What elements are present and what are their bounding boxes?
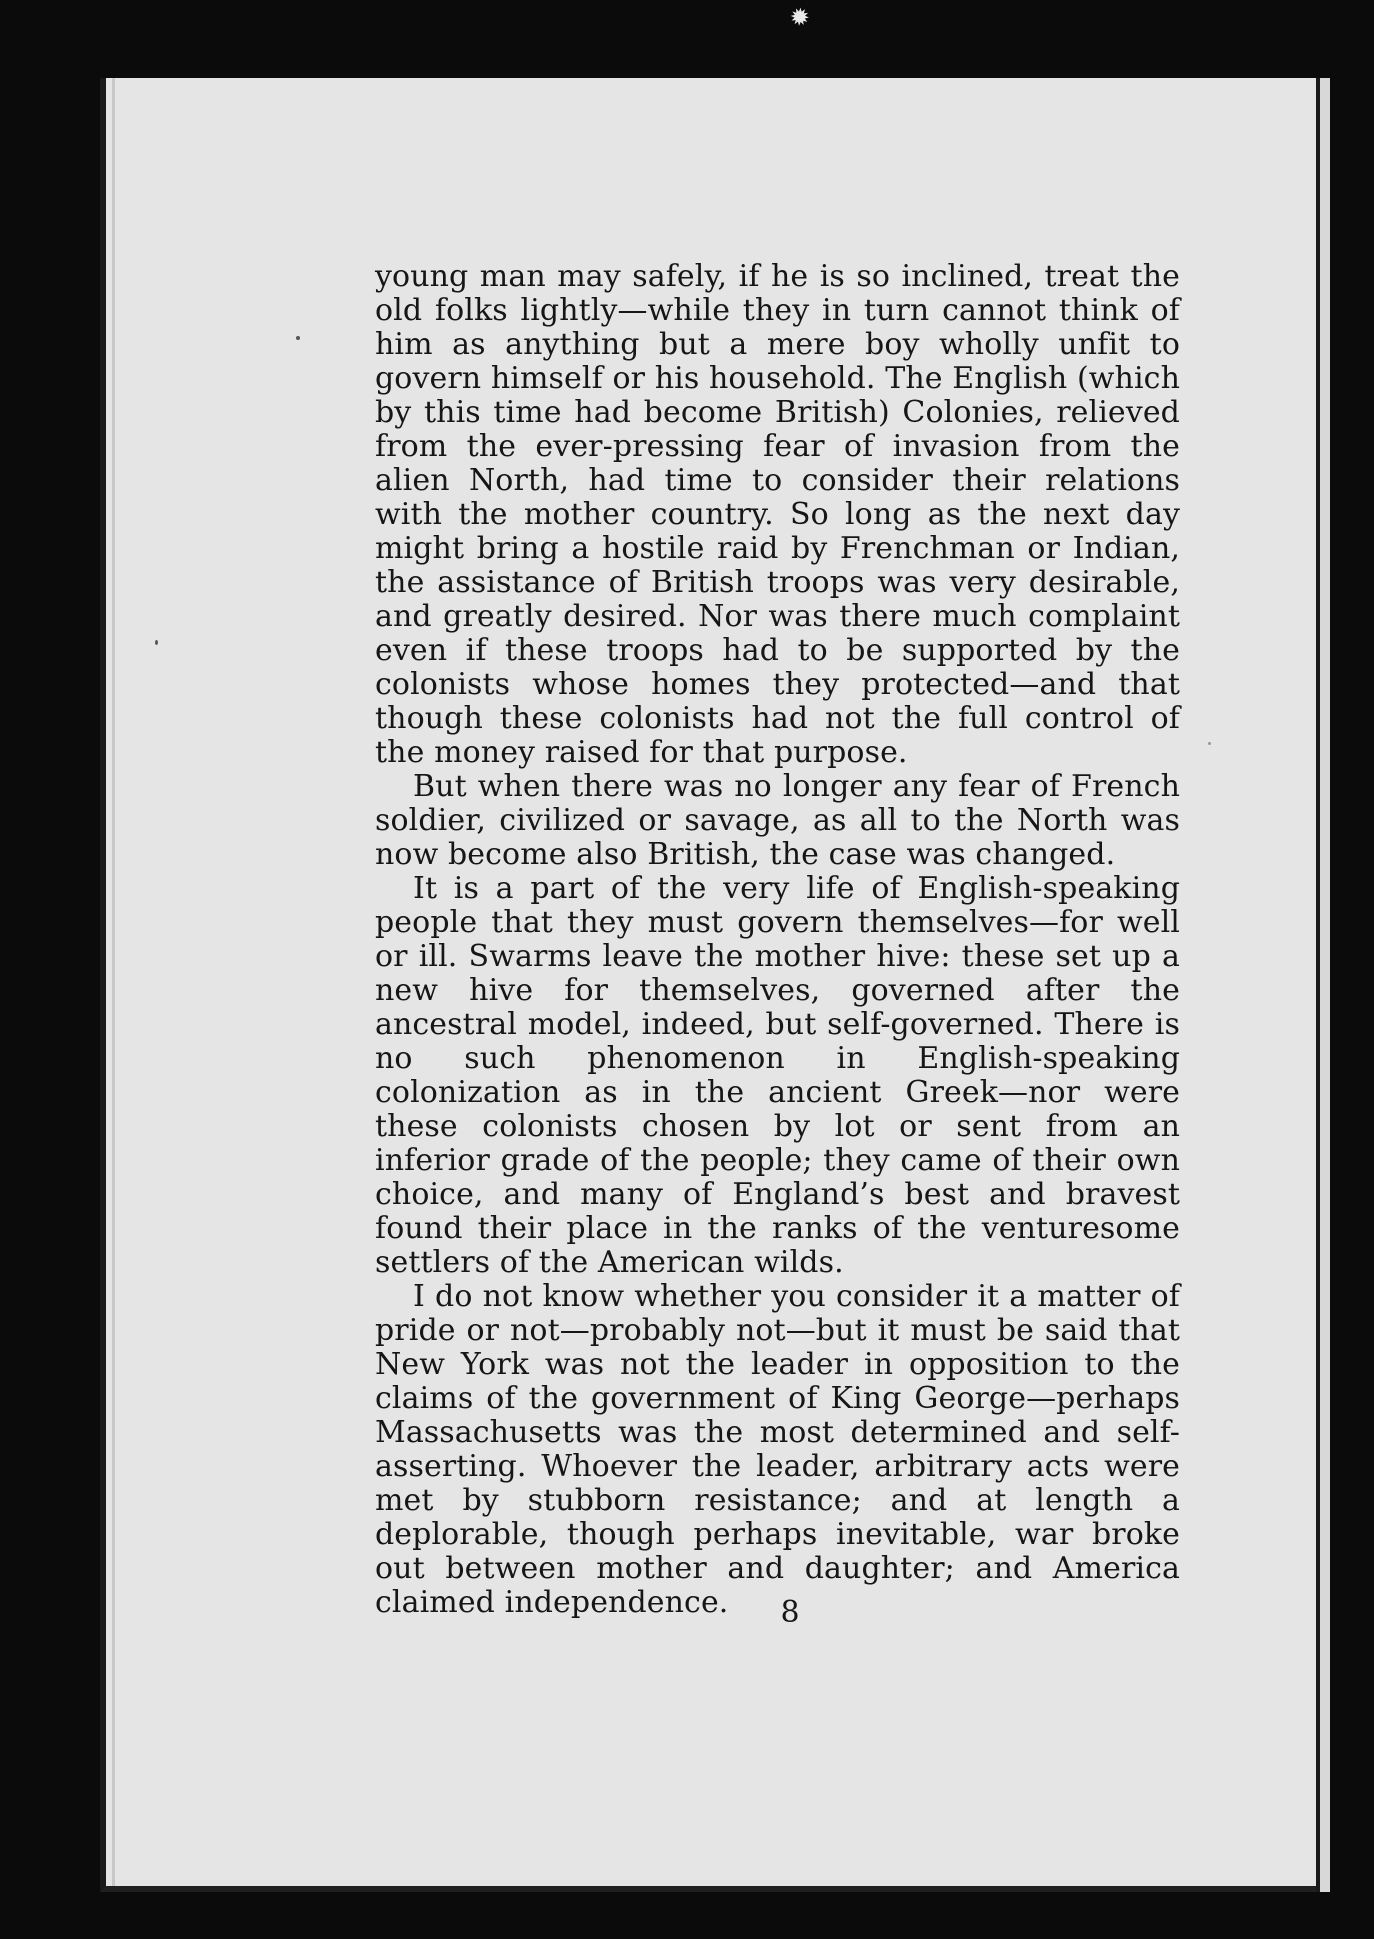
scan-mark-icon: ✹	[785, 0, 816, 35]
paragraph: I do not know whether you consider it a matter of pride or not—probably not—but it must be said that New York was not the leader in opposition to the claims of the government of King George—perhaps Massachusetts was the most determined and self-asserting. Whoever the leader, arbitrary acts were met by stubborn resistance; and at length a deplorable, though perhaps inevitable, war broke out between mother and daughter; and America claimed independence.	[375, 1279, 1180, 1620]
speck-mark	[296, 336, 300, 340]
speck-mark	[1208, 742, 1211, 745]
paragraph: But when there was no longer any fear of French soldier, civilized or savage, as all to the North was now become also British, the case was changed.	[375, 769, 1180, 872]
paragraph: young man may safely, if he is so inclined, treat the old folks lightly—while they in turn cannot think of him as anything but a mere boy wholly unfit to govern himself or his household. The English (which by this time had become British) Colonies, relieved from the ever-pressing fear of invasion from the alien North, had time to consider their relations with the mother country. So long as the next day might bring a hostile raid by Frenchman or Indian, the assistance of British troops was very desirable, and greatly desired. Nor was there much complaint even if these troops had to be supported by the colonists whose homes they protected—and that though these colonists had not the full control of the money raised for that purpose.	[375, 259, 1180, 770]
speck-mark	[155, 640, 158, 645]
page-number: 8	[780, 1595, 800, 1630]
paragraph: It is a part of the very life of English-speaking people that they must govern themselves—for well or ill. Swarms leave the mother hive: these set up a new hive for themselves, governed after the ancestral model, indeed, but self-governed. There is no such phenomenon in English-speaking colonization as in the ancient Greek—nor were these colonists chosen by lot or sent from an inferior grade of the people; they came of their own choice, and many of England’s best and bravest found their place in the ranks of the venturesome settlers of the American wilds.	[375, 871, 1180, 1280]
body-text	[375, 260, 1180, 1620]
next-page-edge	[1320, 78, 1330, 1892]
